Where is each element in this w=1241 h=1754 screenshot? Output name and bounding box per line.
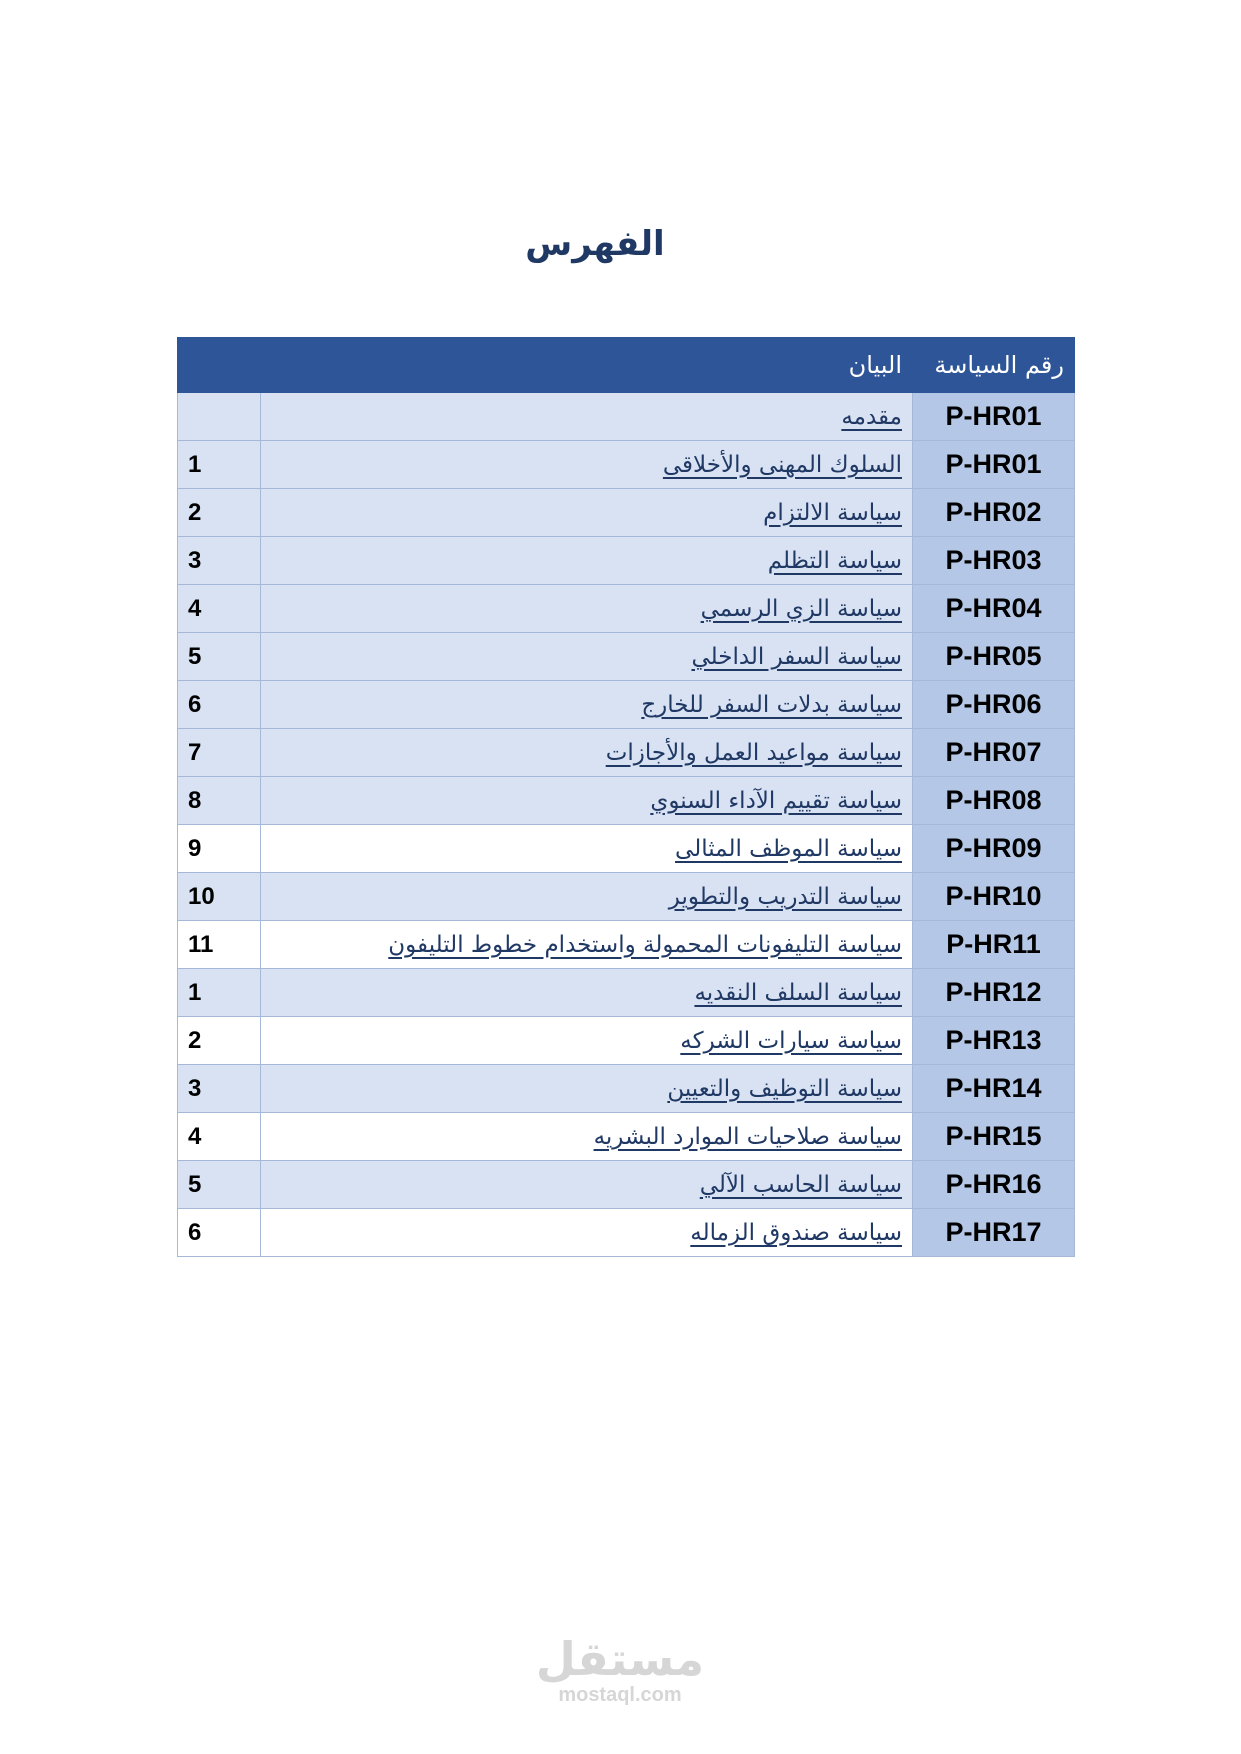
- policy-link[interactable]: سياسة الموظف المثالى: [675, 835, 902, 862]
- policy-code: P-HR12: [913, 969, 1075, 1017]
- table-row: [178, 489, 1075, 537]
- policy-link[interactable]: سياسة الحاسب الآلي: [699, 1171, 902, 1198]
- page-number: 3: [178, 1065, 261, 1113]
- policy-description-cell: [261, 969, 913, 1017]
- watermark-arabic: مستقل: [535, 1632, 705, 1686]
- policy-link[interactable]: سياسة الزي الرسمي: [700, 595, 902, 622]
- policy-link[interactable]: سياسة صلاحيات الموارد البشريه: [593, 1123, 902, 1150]
- page-number: 8: [178, 777, 261, 825]
- policy-link[interactable]: سياسة التظلم: [767, 547, 902, 574]
- policy-code: P-HR01: [913, 393, 1075, 441]
- policy-description-cell: [261, 825, 913, 873]
- policy-description-cell: [261, 1209, 913, 1257]
- page-number: 1: [178, 969, 261, 1017]
- policy-code: P-HR16: [913, 1161, 1075, 1209]
- policy-description-cell: [261, 1113, 913, 1161]
- policy-code: P-HR01: [913, 441, 1075, 489]
- policy-code: P-HR04: [913, 585, 1075, 633]
- policy-link[interactable]: سياسة التدريب والتطوير: [668, 883, 902, 910]
- policy-link[interactable]: سياسة السفر الداخلي: [691, 643, 902, 670]
- table-row: [178, 393, 1075, 441]
- page-number: 2: [178, 489, 261, 537]
- table-row: [178, 1065, 1075, 1113]
- policy-code: P-HR08: [913, 777, 1075, 825]
- policy-description-cell: [261, 681, 913, 729]
- policy-link[interactable]: سياسة الالتزام: [763, 499, 902, 526]
- watermark-latin: mostaql.com: [558, 1684, 682, 1706]
- toc-table: [177, 337, 1075, 1257]
- page-number: [178, 393, 261, 441]
- page-number: 9: [178, 825, 261, 873]
- policy-description-cell: [261, 729, 913, 777]
- policy-link[interactable]: سياسة سيارات الشركه: [680, 1027, 902, 1054]
- policy-link[interactable]: سياسة السلف النقديه: [694, 979, 902, 1006]
- policy-link[interactable]: مقدمه: [841, 403, 902, 430]
- policy-description-cell: [261, 777, 913, 825]
- policy-code: P-HR02: [913, 489, 1075, 537]
- policy-code: P-HR10: [913, 873, 1075, 921]
- table-row: [178, 1017, 1075, 1065]
- table-row: [178, 777, 1075, 825]
- table-row: [178, 825, 1075, 873]
- page-number: 4: [178, 585, 261, 633]
- header-policy-number: رقم السياسة: [913, 338, 1075, 393]
- policy-link[interactable]: سياسة التليفونات المحمولة واستخدام خطوط التليفون: [388, 931, 902, 958]
- header-description: البيان: [261, 338, 913, 393]
- toc-body: [178, 393, 1075, 1257]
- table-row: [178, 633, 1075, 681]
- page-number: 1: [178, 441, 261, 489]
- policy-code: P-HR13: [913, 1017, 1075, 1065]
- table-row: [178, 681, 1075, 729]
- policy-link[interactable]: سياسة تقييم الآداء السنوي: [650, 787, 902, 814]
- policy-code: P-HR11: [913, 921, 1075, 969]
- table-row: [178, 1161, 1075, 1209]
- table-row: [178, 873, 1075, 921]
- table-row: [178, 1113, 1075, 1161]
- policy-link[interactable]: سياسة التوظيف والتعيين: [667, 1075, 902, 1102]
- page-number: 5: [178, 1161, 261, 1209]
- policy-code: P-HR15: [913, 1113, 1075, 1161]
- table-row: [178, 537, 1075, 585]
- policy-code: P-HR09: [913, 825, 1075, 873]
- header-page: [178, 338, 261, 393]
- page-number: 6: [178, 1209, 261, 1257]
- policy-link[interactable]: سياسة مواعيد العمل والأجازات: [605, 739, 902, 766]
- policy-description-cell: [261, 537, 913, 585]
- page-number: 7: [178, 729, 261, 777]
- policy-description-cell: [261, 585, 913, 633]
- table-row: [178, 585, 1075, 633]
- policy-link[interactable]: السلوك المهنى والأخلاقى: [662, 451, 902, 478]
- policy-code: P-HR06: [913, 681, 1075, 729]
- mostaql-watermark: [520, 1634, 720, 1706]
- policy-description-cell: [261, 1161, 913, 1209]
- policy-description-cell: [261, 633, 913, 681]
- page-number: 5: [178, 633, 261, 681]
- policy-description-cell: [261, 1065, 913, 1113]
- policy-description-cell: [261, 393, 913, 441]
- policy-description-cell: [261, 921, 913, 969]
- policy-description-cell: [261, 873, 913, 921]
- policy-link[interactable]: سياسة صندوق الزماله: [690, 1219, 902, 1246]
- page-number: 2: [178, 1017, 261, 1065]
- policy-code: P-HR14: [913, 1065, 1075, 1113]
- table-row: [178, 969, 1075, 1017]
- policy-description-cell: [261, 489, 913, 537]
- policy-link[interactable]: سياسة بدلات السفر للخارج: [641, 691, 902, 718]
- policy-description-cell: [261, 1017, 913, 1065]
- table-row: [178, 729, 1075, 777]
- table-row: [178, 1209, 1075, 1257]
- page-number: 10: [178, 873, 261, 921]
- policy-code: P-HR07: [913, 729, 1075, 777]
- table-row: [178, 441, 1075, 489]
- toc-header-row: [178, 338, 1075, 393]
- policy-code: P-HR05: [913, 633, 1075, 681]
- policy-code: P-HR17: [913, 1209, 1075, 1257]
- table-row: [178, 921, 1075, 969]
- policy-description-cell: [261, 441, 913, 489]
- page-title: الفهرس: [525, 224, 665, 264]
- page-number: 4: [178, 1113, 261, 1161]
- page-number: 6: [178, 681, 261, 729]
- policy-code: P-HR03: [913, 537, 1075, 585]
- page-number: 11: [178, 921, 261, 969]
- page-number: 3: [178, 537, 261, 585]
